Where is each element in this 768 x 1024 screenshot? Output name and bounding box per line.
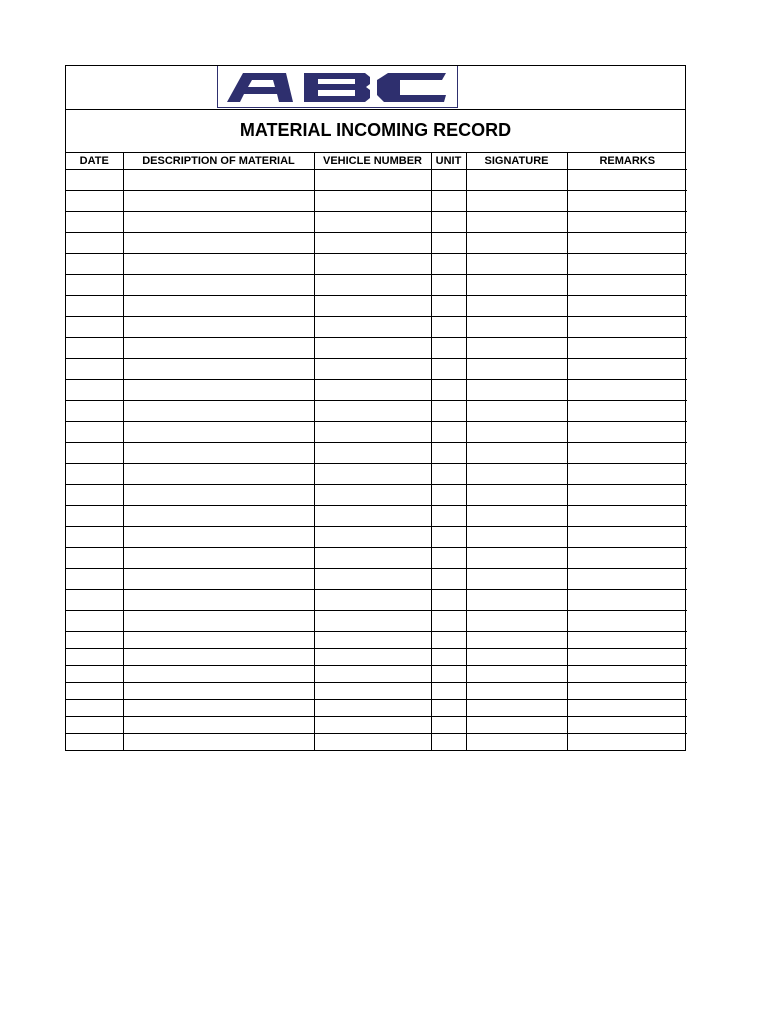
unit-cell[interactable] [431,632,466,649]
vehicle-number-cell[interactable] [314,443,431,464]
remarks-cell[interactable] [567,464,687,485]
description-cell[interactable] [123,548,314,569]
description-cell[interactable] [123,683,314,700]
unit-cell[interactable] [431,649,466,666]
table-row [66,734,687,751]
remarks-cell[interactable] [567,317,687,338]
date-cell[interactable] [66,734,123,751]
table-row [66,233,687,254]
signature-cell[interactable] [466,632,567,649]
description-cell[interactable] [123,464,314,485]
vehicle-number-cell[interactable] [314,485,431,506]
date-cell[interactable] [66,700,123,717]
unit-cell[interactable] [431,275,466,296]
vehicle-number-cell[interactable] [314,649,431,666]
remarks-cell[interactable] [567,734,687,751]
table-row [66,170,687,191]
description-cell[interactable] [123,666,314,683]
vehicle-number-cell[interactable] [314,254,431,275]
vehicle-number-cell[interactable] [314,717,431,734]
signature-cell[interactable] [466,548,567,569]
remarks-cell[interactable] [567,275,687,296]
signature-cell[interactable] [466,212,567,233]
remarks-cell[interactable] [567,338,687,359]
date-cell[interactable] [66,422,123,443]
unit-cell[interactable] [431,611,466,632]
vehicle-number-cell[interactable] [314,338,431,359]
vehicle-number-cell[interactable] [314,191,431,212]
remarks-cell[interactable] [567,611,687,632]
vehicle-number-cell[interactable] [314,527,431,548]
vehicle-number-cell[interactable] [314,296,431,317]
description-cell[interactable] [123,338,314,359]
date-cell[interactable] [66,569,123,590]
table-row [66,338,687,359]
table-row [66,422,687,443]
unit-cell[interactable] [431,422,466,443]
unit-cell[interactable] [431,666,466,683]
signature-cell[interactable] [466,485,567,506]
remarks-cell[interactable] [567,569,687,590]
description-cell[interactable] [123,590,314,611]
date-cell[interactable] [66,632,123,649]
signature-cell[interactable] [466,506,567,527]
company-logo [217,66,458,108]
remarks-cell[interactable] [567,527,687,548]
signature-cell[interactable] [466,338,567,359]
date-cell[interactable] [66,649,123,666]
vehicle-number-cell[interactable] [314,611,431,632]
table-row [66,317,687,338]
description-cell[interactable] [123,527,314,548]
unit-cell[interactable] [431,683,466,700]
date-cell[interactable] [66,590,123,611]
date-cell[interactable] [66,380,123,401]
unit-cell[interactable] [431,569,466,590]
remarks-cell[interactable] [567,233,687,254]
description-cell[interactable] [123,422,314,443]
unit-cell[interactable] [431,212,466,233]
remarks-cell[interactable] [567,380,687,401]
table-row [66,485,687,506]
signature-cell[interactable] [466,359,567,380]
date-cell[interactable] [66,548,123,569]
signature-cell[interactable] [466,717,567,734]
description-cell[interactable] [123,254,314,275]
col-signature: SIGNATURE [466,153,567,170]
unit-cell[interactable] [431,590,466,611]
table-row [66,506,687,527]
signature-cell[interactable] [466,734,567,751]
record-sheet [65,65,686,751]
unit-cell[interactable] [431,401,466,422]
table-row [66,590,687,611]
unit-cell[interactable] [431,233,466,254]
vehicle-number-cell[interactable] [314,683,431,700]
vehicle-number-cell[interactable] [314,666,431,683]
date-cell[interactable] [66,212,123,233]
signature-cell[interactable] [466,683,567,700]
remarks-cell[interactable] [567,632,687,649]
table-row [66,296,687,317]
vehicle-number-cell[interactable] [314,233,431,254]
record-table [66,153,687,750]
unit-cell[interactable] [431,170,466,191]
col-description: DESCRIPTION OF MATERIAL [123,153,314,170]
description-cell[interactable] [123,443,314,464]
vehicle-number-cell[interactable] [314,170,431,191]
description-cell[interactable] [123,611,314,632]
form-title: MATERIAL INCOMING RECORD [66,110,685,153]
date-cell[interactable] [66,666,123,683]
col-remarks: REMARKS [567,153,687,170]
signature-cell[interactable] [466,569,567,590]
table-row [66,212,687,233]
vehicle-number-cell[interactable] [314,548,431,569]
date-cell[interactable] [66,359,123,380]
signature-cell[interactable] [466,422,567,443]
unit-cell[interactable] [431,296,466,317]
remarks-cell[interactable] [567,170,687,191]
date-cell[interactable] [66,191,123,212]
col-date: DATE [66,153,123,170]
unit-cell[interactable] [431,700,466,717]
unit-cell[interactable] [431,717,466,734]
unit-cell[interactable] [431,254,466,275]
vehicle-number-cell[interactable] [314,212,431,233]
signature-cell[interactable] [466,649,567,666]
signature-cell[interactable] [466,443,567,464]
signature-cell[interactable] [466,380,567,401]
date-cell[interactable] [66,527,123,548]
date-cell[interactable] [66,254,123,275]
signature-cell[interactable] [466,170,567,191]
description-cell[interactable] [123,700,314,717]
remarks-cell[interactable] [567,443,687,464]
table-row [66,275,687,296]
date-cell[interactable] [66,464,123,485]
date-cell[interactable] [66,683,123,700]
table-row [66,683,687,700]
table-row [66,254,687,275]
table-row [66,611,687,632]
remarks-cell[interactable] [567,485,687,506]
remarks-cell[interactable] [567,548,687,569]
vehicle-number-cell[interactable] [314,380,431,401]
col-unit: UNIT [431,153,466,170]
unit-cell[interactable] [431,485,466,506]
table-row [66,191,687,212]
unit-cell[interactable] [431,506,466,527]
table-row [66,359,687,380]
date-cell[interactable] [66,717,123,734]
signature-cell[interactable] [466,464,567,485]
description-cell[interactable] [123,717,314,734]
unit-cell[interactable] [431,443,466,464]
remarks-cell[interactable] [567,683,687,700]
remarks-cell[interactable] [567,422,687,443]
description-cell[interactable] [123,649,314,666]
signature-cell[interactable] [466,233,567,254]
unit-cell[interactable] [431,527,466,548]
vehicle-number-cell[interactable] [314,422,431,443]
date-cell[interactable] [66,170,123,191]
remarks-cell[interactable] [567,700,687,717]
header-row [66,153,687,170]
signature-cell[interactable] [466,611,567,632]
date-cell[interactable] [66,506,123,527]
remarks-cell[interactable] [567,296,687,317]
description-cell[interactable] [123,212,314,233]
date-cell[interactable] [66,317,123,338]
description-cell[interactable] [123,485,314,506]
signature-cell[interactable] [466,254,567,275]
description-cell[interactable] [123,275,314,296]
col-vehicle-number: VEHICLE NUMBER [314,153,431,170]
table-row [66,666,687,683]
date-cell[interactable] [66,275,123,296]
signature-cell[interactable] [466,700,567,717]
vehicle-number-cell[interactable] [314,700,431,717]
description-cell[interactable] [123,233,314,254]
vehicle-number-cell[interactable] [314,632,431,649]
date-cell[interactable] [66,401,123,422]
unit-cell[interactable] [431,734,466,751]
table-row [66,443,687,464]
table-row [66,527,687,548]
signature-cell[interactable] [466,191,567,212]
vehicle-number-cell[interactable] [314,317,431,338]
description-cell[interactable] [123,506,314,527]
remarks-cell[interactable] [567,212,687,233]
description-cell[interactable] [123,359,314,380]
unit-cell[interactable] [431,317,466,338]
signature-cell[interactable] [466,317,567,338]
signature-cell[interactable] [466,666,567,683]
description-cell[interactable] [123,734,314,751]
signature-cell[interactable] [466,401,567,422]
vehicle-number-cell[interactable] [314,275,431,296]
description-cell[interactable] [123,569,314,590]
logo-row [66,66,685,110]
description-cell[interactable] [123,296,314,317]
remarks-cell[interactable] [567,359,687,380]
unit-cell[interactable] [431,380,466,401]
remarks-cell[interactable] [567,254,687,275]
date-cell[interactable] [66,443,123,464]
signature-cell[interactable] [466,275,567,296]
table-row [66,569,687,590]
date-cell[interactable] [66,233,123,254]
date-cell[interactable] [66,485,123,506]
remarks-cell[interactable] [567,666,687,683]
signature-cell[interactable] [466,590,567,611]
abc-logo-graphic [218,66,456,107]
description-cell[interactable] [123,170,314,191]
vehicle-number-cell[interactable] [314,464,431,485]
date-cell[interactable] [66,611,123,632]
remarks-cell[interactable] [567,717,687,734]
description-cell[interactable] [123,401,314,422]
remarks-cell[interactable] [567,191,687,212]
description-cell[interactable] [123,317,314,338]
vehicle-number-cell[interactable] [314,506,431,527]
description-cell[interactable] [123,191,314,212]
vehicle-number-cell[interactable] [314,569,431,590]
unit-cell[interactable] [431,359,466,380]
signature-cell[interactable] [466,296,567,317]
vehicle-number-cell[interactable] [314,401,431,422]
table-row [66,464,687,485]
vehicle-number-cell[interactable] [314,359,431,380]
remarks-cell[interactable] [567,590,687,611]
vehicle-number-cell[interactable] [314,734,431,751]
unit-cell[interactable] [431,191,466,212]
unit-cell[interactable] [431,338,466,359]
remarks-cell[interactable] [567,506,687,527]
table-row [66,717,687,734]
table-row [66,700,687,717]
table-row [66,649,687,666]
table-row [66,548,687,569]
date-cell[interactable] [66,338,123,359]
vehicle-number-cell[interactable] [314,590,431,611]
unit-cell[interactable] [431,464,466,485]
description-cell[interactable] [123,632,314,649]
table-row [66,380,687,401]
unit-cell[interactable] [431,548,466,569]
table-row [66,632,687,649]
remarks-cell[interactable] [567,649,687,666]
table-row [66,401,687,422]
signature-cell[interactable] [466,527,567,548]
remarks-cell[interactable] [567,401,687,422]
description-cell[interactable] [123,380,314,401]
date-cell[interactable] [66,296,123,317]
